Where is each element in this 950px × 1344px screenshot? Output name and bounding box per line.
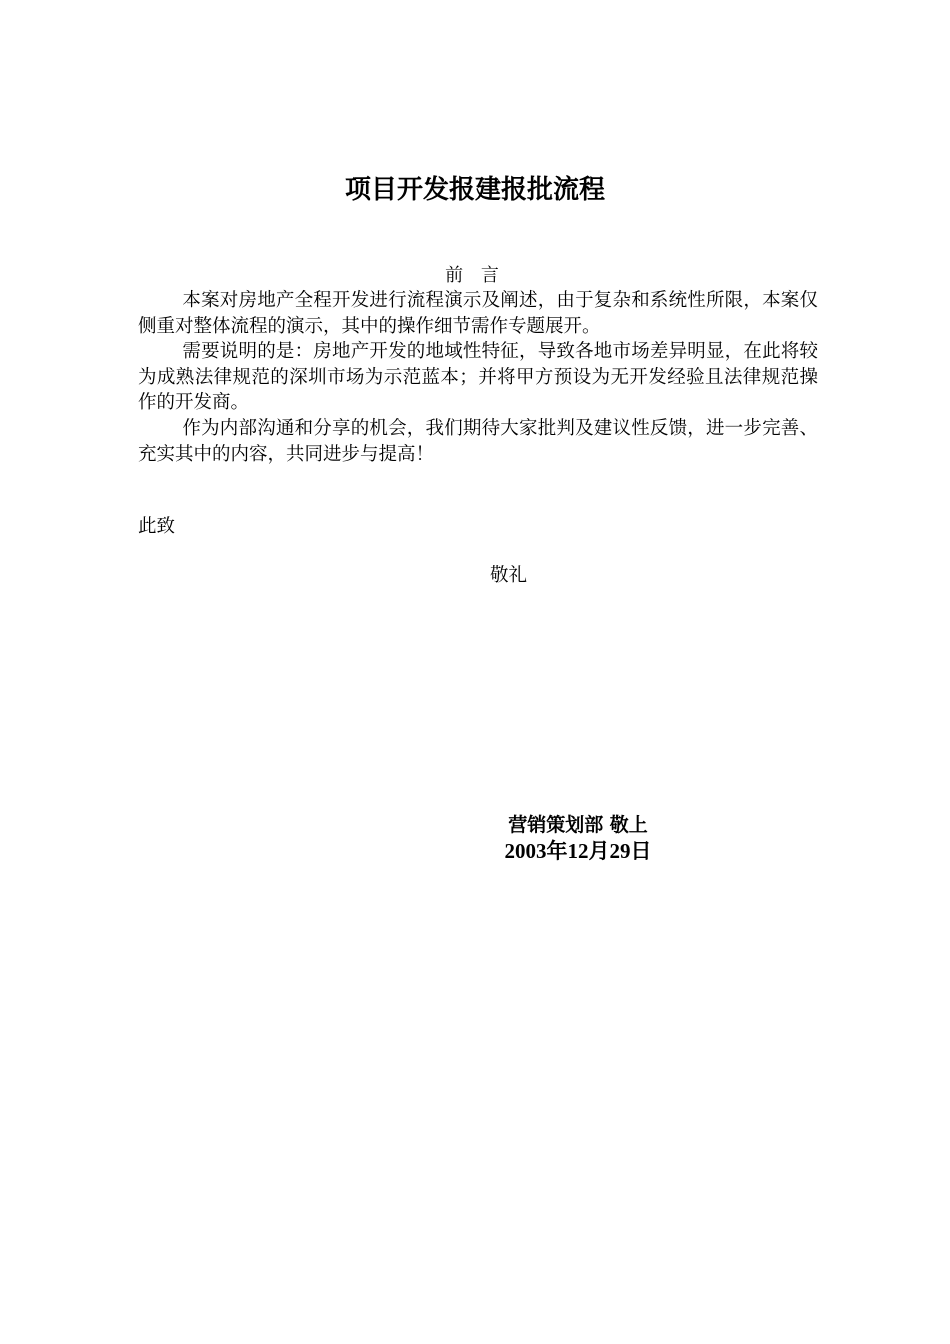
- signature-department: 营销策划部 敬上: [508, 814, 648, 836]
- closing-salutation: 此致: [138, 516, 176, 537]
- preface-paragraph-1: 本案对房地产全程开发进行流程演示及阐述，由于复杂和系统性所限，本案仅侧重对整体流程的演示，其中的操作细节需作专题展开。: [138, 290, 818, 337]
- preface-paragraph-2: 需要说明的是：房地产开发的地域性特征，导致各地市场差异明显，在此将较为成熟法律规范的深圳市场为示范蓝本；并将甲方预设为无开发经验且法律规范操作的开发商。: [138, 341, 818, 414]
- signature-block: [478, 812, 678, 864]
- signature-date: 2003年12月29日: [504, 839, 652, 863]
- preface-paragraph-3: 作为内部沟通和分享的机会，我们期待大家批判及建议性反馈，进一步完善、充实其中的内容，共同进步与提高！: [138, 417, 818, 465]
- closing-regards: 敬礼: [490, 565, 528, 586]
- preface-body: [138, 288, 818, 467]
- preface-heading: 前 言: [445, 265, 505, 286]
- document-title: 项目开发报建报批流程: [344, 175, 605, 205]
